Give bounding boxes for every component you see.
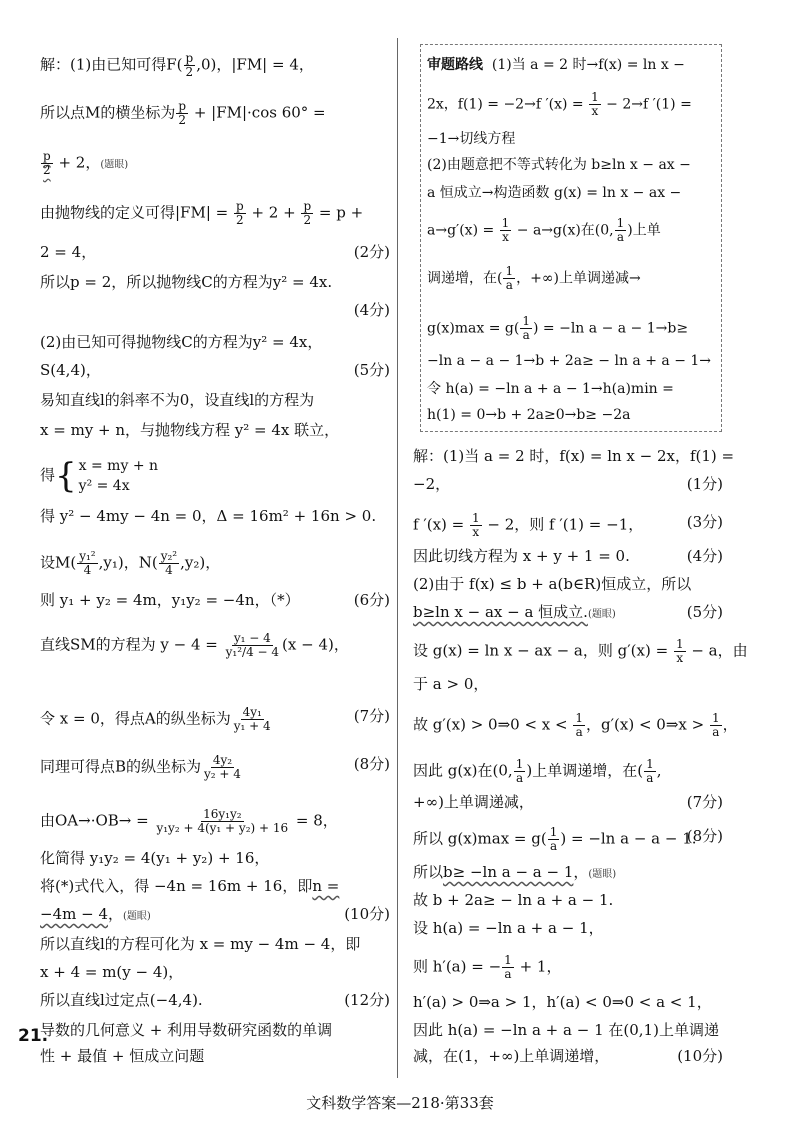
question-topic: 性 + 最值 + 恒成立问题 bbox=[40, 1047, 205, 1065]
text-line: 设 h(a) = −ln a + a − 1， bbox=[413, 919, 604, 937]
text-line: h(1) = 0→b + 2a≥0→b≥ −2a bbox=[427, 407, 631, 423]
text-line: 令 x = 0，得点A的纵坐标为 $\frac{\text{4y₁}}{\text{y₁ + 4}}$ bbox=[40, 705, 271, 733]
score: (8分) bbox=[353, 755, 390, 773]
score: (12分) bbox=[344, 991, 390, 1009]
text-line: +∞)上单调递减， bbox=[413, 793, 534, 811]
fraction: $\frac{p}{2}$ bbox=[178, 99, 187, 127]
text-line: 解：(1)当 a = 2 时，f(x) = ln x − 2x，f(1) = bbox=[413, 447, 735, 465]
text-line: g(x)max = g( $\frac{1}{a}$ ) = −ln a − a − 1→b≥ bbox=[427, 314, 689, 342]
text-line: b≥ln x − ax − a 恒成立.(题眼) bbox=[413, 603, 616, 621]
text-line: 易知直线l的斜率不为0，设直线l的方程为 bbox=[40, 391, 315, 409]
score: (10分) bbox=[344, 905, 390, 923]
score: (5分) bbox=[686, 603, 723, 621]
text-line: 化简得 y₁y₂ = 4(y₁ + y₂) + 16， bbox=[40, 849, 270, 867]
text-line: 所以直线l的方程可化为 x = my − 4m − 4，即 bbox=[40, 935, 361, 953]
text-line: 减，在(1，+∞)上单调递增， bbox=[413, 1047, 610, 1065]
score: (6分) bbox=[353, 591, 390, 609]
text-line: 所以直线l过定点(−4,4). bbox=[40, 991, 203, 1009]
text-line: 所以p = 2，所以抛物线C的方程为y² = 4x. bbox=[40, 273, 333, 291]
text-line: 直线SM的方程为 y − 4 = $\frac{\text{y₁ − 4}}{\text{y₁²/4 − 4}}$ (x − 4)， bbox=[40, 631, 349, 659]
page-footer: 文科数学答案—218·第33套 bbox=[306, 1094, 494, 1112]
fraction: $\frac{p}{2}$ bbox=[185, 51, 194, 79]
text-line: $\frac{p}{2}$ + 2，(题眼) bbox=[43, 149, 129, 177]
score: (1分) bbox=[686, 475, 723, 493]
score: (7分) bbox=[686, 793, 723, 811]
text-line: 设 g(x) = ln x − ax − a，则 g′(x) = $\frac{1}{x}$ − a，由 bbox=[413, 637, 748, 665]
text-line: −4m − 4，(题眼) bbox=[40, 905, 151, 923]
fraction: $\frac{\text{y₁ − 4}}{\text{y₁²/4 − 4}}$ bbox=[225, 631, 280, 659]
text-line: 由抛物线的定义可得|FM| = $\frac{p}{2}$ + 2 + $\frac{p}{2}$ = p + bbox=[40, 199, 364, 227]
text-line: 因此 h(a) = −ln a + a − 1 在(0,1)上单调递 bbox=[413, 1021, 719, 1039]
text-line: x = my + n，与抛物线方程 y² = 4x 联立， bbox=[40, 421, 340, 439]
fraction: $\frac{p}{2}$ bbox=[43, 149, 51, 177]
review-title: 审题路线 bbox=[427, 57, 483, 73]
score: (10分) bbox=[677, 1047, 723, 1065]
text-line: 审题路线 (1)当 a = 2 时→f(x) = ln x − bbox=[427, 57, 685, 73]
text-line: f ′(x) = $\frac{1}{x}$ − 2，则 f ′(1) = −1， bbox=[413, 511, 644, 539]
text-line: a 恒成立→构造函数 g(x) = ln x − ax − bbox=[427, 185, 682, 201]
text-line: 由OA→·OB→ = $\frac{\text{16y₁y₂}}{\text{y₁y₂ + 4(y₁ + y₂) + 16}}$ = 8， bbox=[40, 807, 338, 835]
text-line: 2 = 4， bbox=[40, 243, 97, 261]
text-line: 2x，f(1) = −2→f ′(x) = $\frac{1}{x}$ − 2→f ′(1) = bbox=[427, 90, 692, 118]
review-route-box bbox=[420, 44, 722, 432]
fraction: $\frac{\text{16y₁y₂}}{\text{y₁y₂ + 4(y₁ + y₂) + 16}}$ bbox=[156, 807, 289, 835]
text-line: (2)由已知可得抛物线C的方程为y² = 4x， bbox=[40, 333, 323, 351]
text-line: 于 a > 0， bbox=[413, 675, 489, 693]
text-line: 解：(1)由已知可得F( $\frac{p}{2}$ ,0)，|FM| = 4， bbox=[40, 51, 314, 79]
text-line: 同理可得点B的纵坐标为 $\frac{\text{4y₂}}{\text{y₂ + 4}}$ bbox=[40, 753, 241, 781]
text-line: −ln a − a − 1→b + 2a≥ − ln a + a − 1→ bbox=[427, 353, 712, 369]
text-line: 令 h(a) = −ln a + a − 1→h(a)min = bbox=[427, 381, 674, 397]
score: (4分) bbox=[686, 547, 723, 565]
fraction: $\frac{p}{2}$ bbox=[303, 199, 312, 227]
text-line: 设M( $\frac{\text{y₁²}}{4}$ ,y₁)，N( $\frac{\text{y₂²}}{4}$ ,y₂)， bbox=[40, 549, 221, 577]
text-line: 因此切线方程为 x + y + 1 = 0. bbox=[413, 547, 630, 565]
text-line: 则 y₁ + y₂ = 4m，y₁y₂ = −4n，（*） bbox=[40, 591, 300, 609]
score: (5分) bbox=[353, 361, 390, 379]
text-line: (2)由于 f(x) ≤ b + a(b∈R)恒成立，所以 bbox=[413, 575, 692, 593]
fraction: $\frac{\text{4y₂}}{\text{y₂ + 4}}$ bbox=[204, 753, 241, 781]
text-line: 得 y² − 4my − 4n = 0，Δ = 16m² + 16n > 0. bbox=[40, 507, 377, 525]
text-line: 因此 g(x)在(0, $\frac{1}{a}$ )上单调递增，在( $\frac{1}{a}$ , bbox=[413, 757, 662, 785]
text-line: (2)由题意把不等式转化为 b≥ln x − ax − bbox=[427, 157, 691, 173]
score: (4分) bbox=[353, 301, 390, 319]
text-line: S(4,4)， bbox=[40, 361, 101, 379]
equation-system: 得{ x = my + n y² = 4x bbox=[40, 456, 159, 496]
text-line: 则 h′(a) = − $\frac{1}{a}$ + 1， bbox=[413, 953, 562, 981]
fraction: $\frac{\text{y₂²}}{4}$ bbox=[160, 549, 178, 577]
question-topic: 导数的几何意义 + 利用导数研究函数的单调 bbox=[40, 1021, 333, 1039]
fraction: $\frac{\text{4y₁}}{\text{y₁ + 4}}$ bbox=[233, 705, 271, 733]
score: (2分) bbox=[353, 243, 390, 261]
text-line: x + 4 = m(y − 4)， bbox=[40, 963, 184, 981]
text-line: 所以 g(x)max = g( $\frac{1}{a}$ ) = −ln a − a − 1. bbox=[413, 825, 697, 853]
text-line: 所以点M的横坐标为 $\frac{p}{2}$ + |FM|·cos 60° = bbox=[40, 99, 326, 127]
text-line: −1→切线方程 bbox=[427, 131, 516, 147]
score: (3分) bbox=[686, 513, 723, 531]
fraction: $\frac{p}{2}$ bbox=[235, 199, 244, 227]
column-divider bbox=[397, 38, 398, 1078]
fraction: $\frac{\text{y₁²}}{4}$ bbox=[79, 549, 96, 577]
text-line: 所以b≥ −ln a − a − 1，(题眼) bbox=[413, 863, 617, 881]
text-line: 将(*)式代入，得 −4n = 16m + 16，即n = bbox=[40, 877, 340, 895]
text-line: a→g′(x) = $\frac{1}{x}$ − a→g(x)在(0, $\frac{1}{a}$ )上单 bbox=[427, 216, 661, 244]
text-line: 调递增，在( $\frac{1}{a}$ ，+∞)上单调递减→ bbox=[427, 264, 641, 292]
text-line: 故 g′(x) > 0⇒0 < x < $\frac{1}{a}$ ，g′(x) < 0⇒x > $\frac{1}{a}$ ， bbox=[413, 711, 738, 739]
score: (7分) bbox=[353, 707, 390, 725]
score: (8分) bbox=[686, 827, 723, 845]
question-number: 21. bbox=[18, 1026, 49, 1046]
text-line: 故 b + 2a≥ − ln a + a − 1. bbox=[413, 891, 614, 909]
text-line: h′(a) > 0⇒a > 1，h′(a) < 0⇒0 < a < 1， bbox=[413, 993, 712, 1011]
text-line: −2， bbox=[413, 475, 451, 493]
